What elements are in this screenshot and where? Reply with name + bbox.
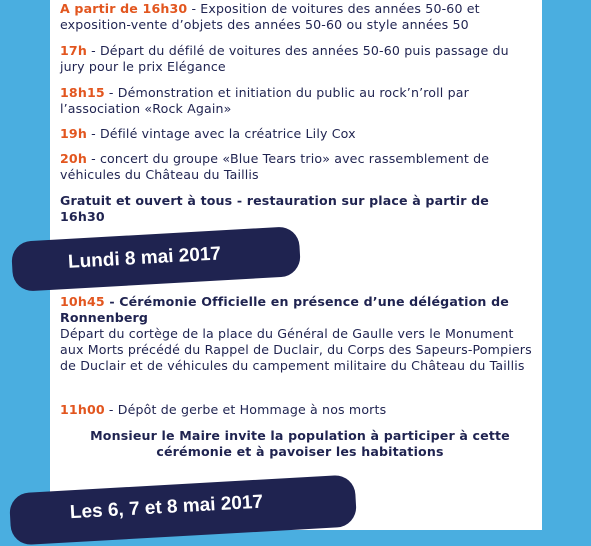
program-entry — [60, 85, 534, 117]
free-entry-note: Gratuit et ouvert à tous - restauration sur place à partir de 16h30 — [60, 193, 489, 224]
entry-time: 17h — [60, 43, 87, 58]
ceremony-entry — [60, 294, 534, 374]
entry-text: - Démonstration et initiation du public au rock’n’roll par l’association «Rock Again» — [60, 85, 469, 116]
entry-text: - Défilé vintage avec la créatrice Lily Cox — [86, 126, 356, 141]
ceremony-entry — [60, 402, 534, 418]
program-entry — [60, 43, 534, 75]
entry-time: 11h00 — [60, 402, 105, 417]
entry-text: - Départ du défilé de voitures des années 50-60 puis passage du jury pour le prix Elégance — [60, 43, 509, 74]
program-entry — [60, 151, 534, 183]
entry-time: 18h15 — [60, 85, 105, 100]
mayor-invitation: Monsieur le Maire invite la population à participer à cette cérémonie et à pavoiser les habitations — [90, 428, 510, 459]
entry-time: A partir de 16h30 — [60, 1, 188, 16]
entry-time: 20h — [60, 151, 87, 166]
program-entry — [60, 126, 534, 142]
entry-text: Départ du cortège de la place du Général de Gaulle vers le Monument aux Morts précédé du Rappel de Duclair, du Corps des Sapeurs-Pompiers de Duclair et de véhicules du campement militaire du Château du Taillis — [60, 326, 532, 373]
entry-time: 10h45 — [60, 294, 105, 309]
entry-text: - concert du groupe «Blue Tears trio» avec rassemblement de véhicules du Château du Taillis — [60, 151, 490, 182]
entry-text: - Dépôt de gerbe et Hommage à nos morts — [104, 402, 387, 417]
entry-time: 19h — [60, 126, 87, 141]
program-entry — [60, 1, 534, 33]
entry-text: - Exposition de voitures des années 50-60 et exposition-vente d’objets des années 50-60 ou style années 50 — [60, 1, 480, 32]
banner-label: Lundi 8 mai 2017 — [67, 243, 222, 273]
entry-title: - Cérémonie Officielle en présence d’une délégation de Ronnenberg — [60, 294, 509, 325]
banner-label: Les 6, 7 et 8 mai 2017 — [69, 491, 264, 524]
